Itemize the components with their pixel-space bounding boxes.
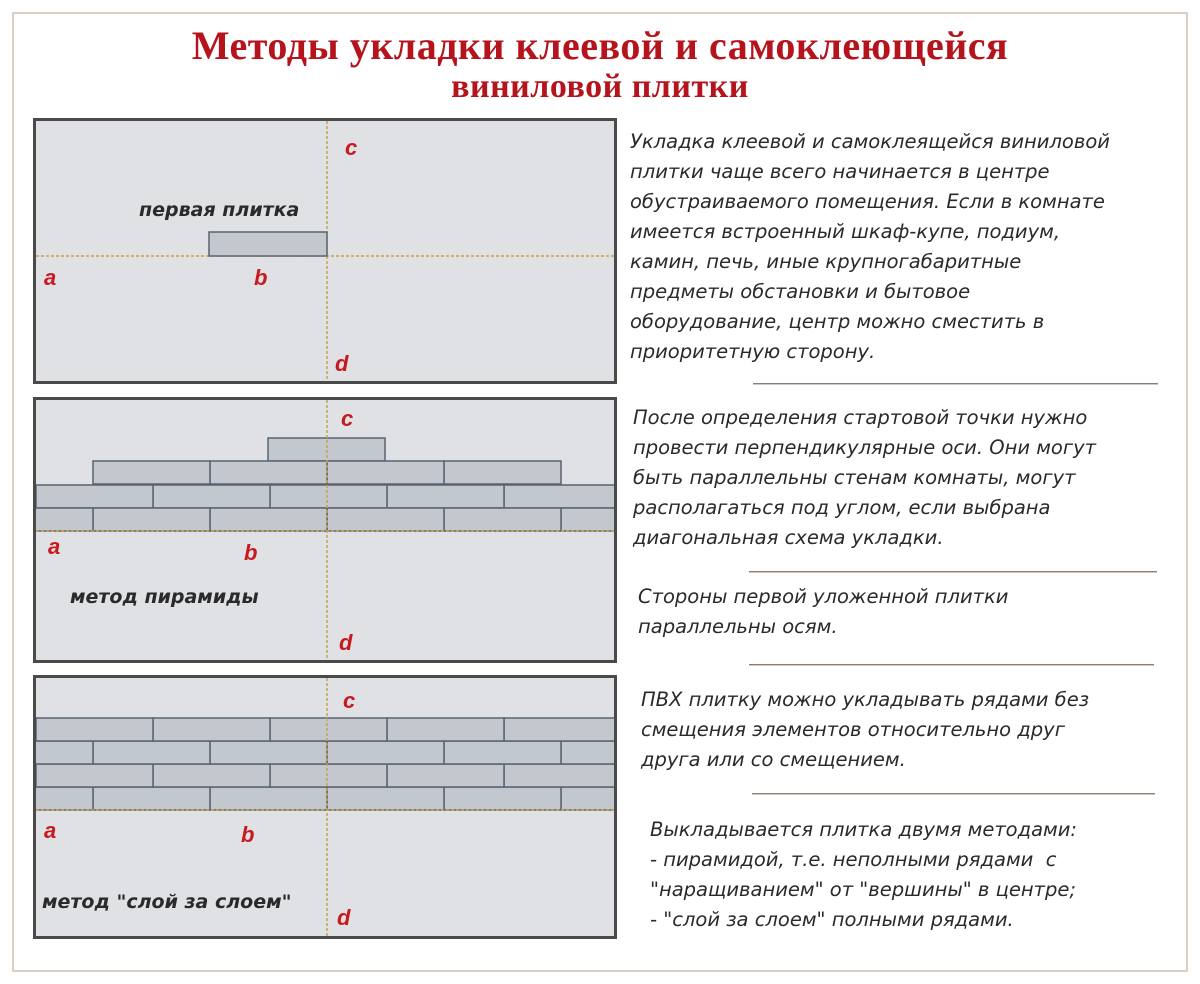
pyramid-svg — [36, 400, 617, 663]
tile — [270, 718, 387, 741]
label-d: d — [339, 630, 353, 655]
tile — [561, 508, 617, 531]
label-a: a — [44, 818, 57, 843]
tile — [210, 508, 327, 531]
first-tile-caption: первая плитка — [139, 199, 300, 221]
tile — [210, 741, 327, 764]
divider — [749, 664, 1154, 666]
paragraph-first-tile: Стороны первой уложенной плитки параллельны осям. — [638, 585, 1009, 638]
tile — [153, 485, 270, 508]
label-c: c — [343, 688, 356, 713]
label-c: c — [341, 406, 354, 431]
tile — [504, 764, 617, 787]
title-line-1: Методы укладки клеевой и самоклеющейся — [191, 23, 1009, 68]
label-c: c — [345, 135, 358, 160]
first-tile-svg — [36, 121, 617, 384]
tile — [387, 485, 504, 508]
tile — [327, 741, 444, 764]
tile — [93, 508, 210, 531]
tile — [36, 741, 93, 764]
tile — [327, 461, 444, 484]
tile — [153, 764, 270, 787]
divider — [753, 383, 1158, 385]
tile — [93, 461, 210, 484]
tile — [444, 741, 561, 764]
tile — [387, 718, 504, 741]
diagram-first-tile — [33, 118, 617, 384]
label-d: d — [337, 905, 351, 930]
divider — [749, 571, 1157, 573]
tile — [504, 718, 617, 741]
tile — [36, 764, 153, 787]
label-a: a — [44, 265, 57, 290]
tile — [270, 764, 387, 787]
tile — [210, 461, 327, 484]
tile — [504, 485, 617, 508]
label-d: d — [335, 351, 349, 376]
tile — [36, 787, 93, 810]
tile — [387, 764, 504, 787]
first-tile — [209, 232, 327, 256]
tile — [36, 718, 153, 741]
tile — [444, 461, 561, 484]
tile — [444, 787, 561, 810]
tile — [93, 787, 210, 810]
tile — [561, 787, 617, 810]
paragraph-rows: ПВХ плитку можно укладывать рядами без смещения элементов относительно друг друга или со смещением. — [641, 688, 1090, 771]
label-b: b — [254, 265, 268, 290]
tile — [153, 718, 270, 741]
paragraph-axes: После определения стартовой точки нужно провести перпендикулярные оси. Они могут быть параллельны стенам комнаты, могут располагаться под углом, если выбрана диагональная схема укладки. — [633, 406, 1096, 549]
pyramid-caption: метод пирамиды — [70, 586, 259, 608]
tile — [444, 508, 561, 531]
tile — [36, 508, 93, 531]
layer-caption: метод "слой за слоем" — [42, 891, 292, 913]
tile — [270, 485, 387, 508]
tile — [93, 741, 210, 764]
label-a: a — [48, 534, 61, 559]
label-b: b — [244, 540, 258, 565]
diagram-pyramid-method — [33, 397, 617, 663]
divider — [752, 793, 1155, 795]
tile — [561, 741, 617, 764]
label-b: b — [241, 822, 255, 847]
tile — [36, 485, 153, 508]
tile — [210, 787, 327, 810]
tile — [327, 787, 444, 810]
title-line-2: виниловой плитки — [451, 68, 749, 105]
paragraph-two-methods: Выкладывается плитка двумя методами: - пирамидой, т.е. неполными рядами с "наращиванием" от "вершины" в центре; - "слой за слоем" полными рядами. — [650, 818, 1078, 931]
tile — [327, 508, 444, 531]
diagram-layer-method — [33, 675, 617, 939]
paragraph-centre-start: Укладка клеевой и самоклеящейся виниловой плитки чаще всего начинается в центре обустраиваемого помещения. Если в комнате имеется встроенный шкаф-купе, подиум, камин, печь, иные крупногабаритные предметы обстановки и бытовое оборудование, центр можно сместить в приоритетную сторону. — [630, 130, 1110, 363]
